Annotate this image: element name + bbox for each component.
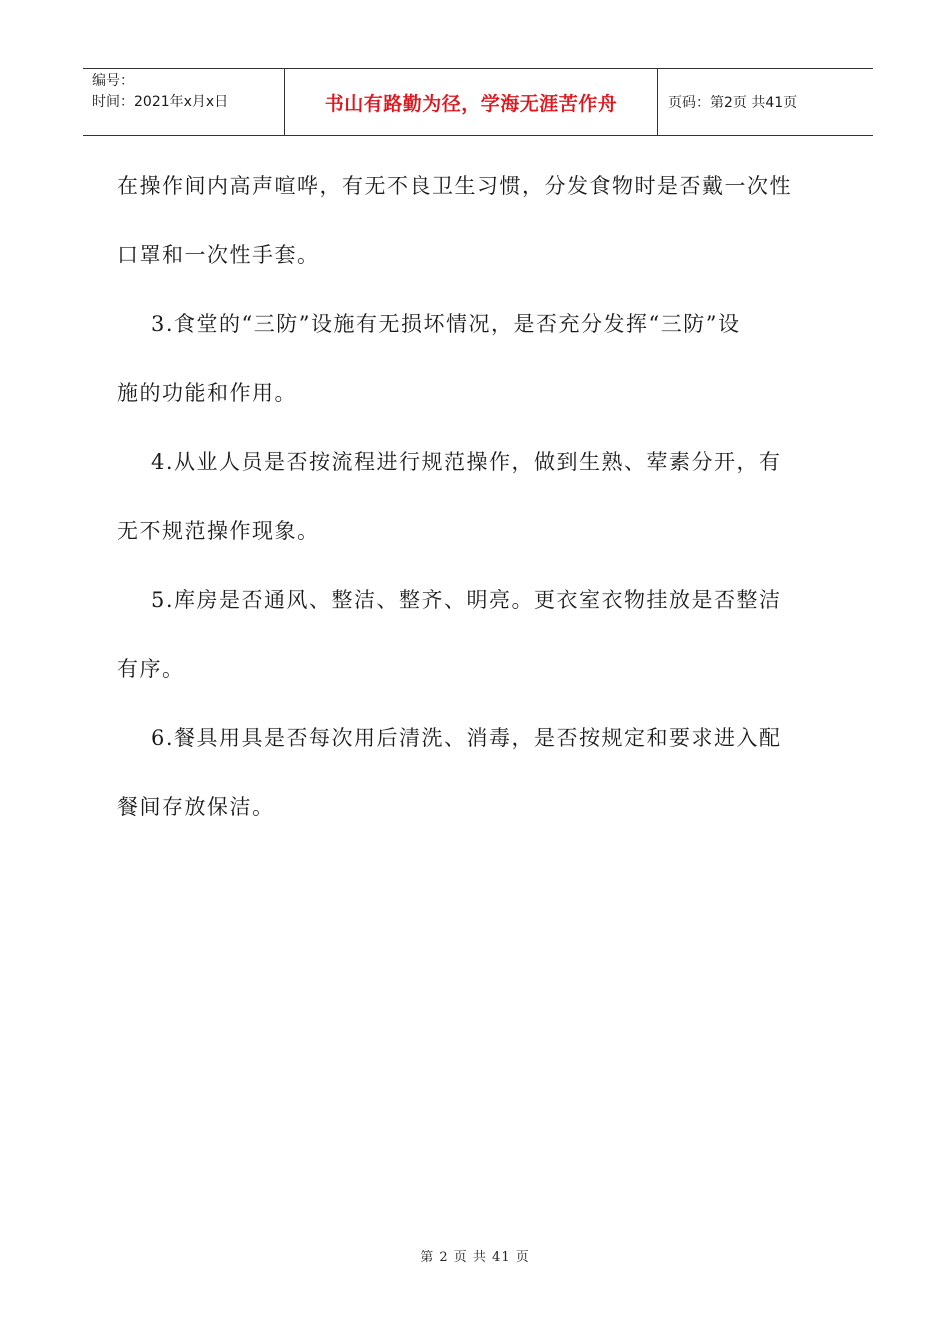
page-header	[83, 68, 873, 136]
paragraph-line: 口罩和一次性手套。	[117, 243, 320, 267]
header-page-info	[658, 69, 873, 135]
paragraph-line: 无不规范操作现象。	[117, 519, 320, 543]
paragraph-line: 3.食堂的“三防”设施有无损坏情况，是否充分发挥“三防”设	[151, 312, 741, 336]
document-time-label: 时间：2021年x月x日	[92, 94, 229, 110]
paragraph-line: 在操作间内高声喧哗，有无不良卫生习惯，分发食物时是否戴一次性	[117, 174, 792, 198]
document-number-label: 编号：	[92, 73, 134, 89]
paragraph-line: 5.库房是否通风、整洁、整齐、明亮。更衣室衣物挂放是否整洁	[151, 588, 782, 612]
paragraph-line: 有序。	[117, 657, 185, 681]
paragraph-line: 4.从业人员是否按流程进行规范操作，做到生熟、荤素分开，有	[151, 450, 782, 474]
page-footer: 第 2 页 共 41 页	[420, 1250, 530, 1265]
paragraph-line: 餐间存放保洁。	[117, 795, 275, 819]
header-meta	[83, 69, 285, 135]
document-body	[117, 160, 837, 850]
paragraph-line: 6.餐具用具是否每次用后清洗、消毒，是否按规定和要求进入配	[151, 726, 782, 750]
motto-text: 书山有路勤为径，学海无涯苦作舟	[324, 92, 618, 115]
paragraph-line: 施的功能和作用。	[117, 381, 297, 405]
page-counter-label: 页码：第2页 共41页	[668, 95, 798, 111]
header-motto	[285, 69, 658, 135]
